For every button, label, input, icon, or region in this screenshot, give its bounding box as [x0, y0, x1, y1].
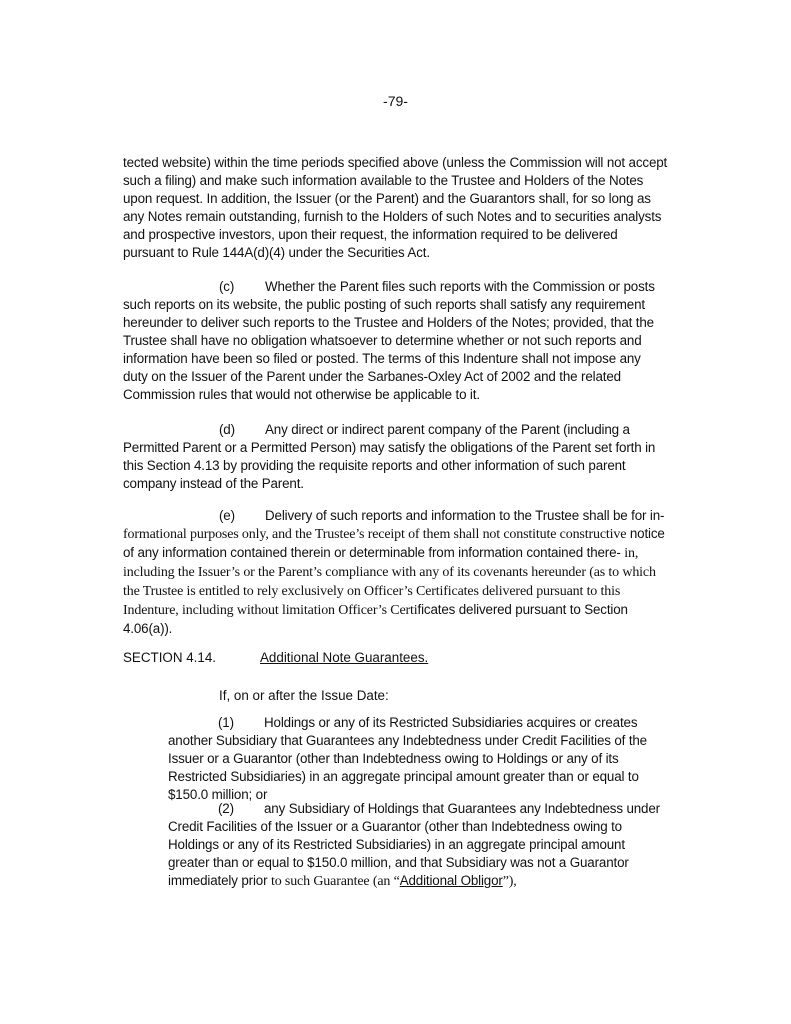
section-title-period: .: [424, 650, 429, 665]
paragraph-e: [123, 507, 668, 638]
paragraph-c: [123, 278, 668, 404]
section-number: SECTION 4.14.: [123, 650, 217, 665]
list-item-2-text-a: any Subsidiary of Holdings that Guarantees any Indebtedness under Credit Facilities of the Issuer or a Guarantor (other than Indebtedness owing to Holdings or any of its Restricted Subsidiaries) in an aggregate principal amount greater than or equal to $150.0 million, and that Subsidiary was not a Guarantor immediately prior: [168, 801, 660, 888]
page-number: -79-: [383, 93, 408, 109]
list-item-1-text: Holdings or any of its Restricted Subsidiaries acquires or creates another Subsidiary that Guarantees any Indebtedness under Credit Facilities of the Issuer or a Guarantor (other than Indebtedness owing to Holdings or any of its Restricted Subsidiaries) in an aggregate principal amount greater than or equal to $150.0 million; or: [168, 715, 647, 802]
list-item-2-text-b: to such Guarantee (an “: [270, 874, 400, 889]
paragraph-d-label: (d): [219, 422, 235, 437]
paragraph-e-text-c: notice of any information contained therein or determinable from information contained there-: [123, 526, 665, 560]
paragraph-e-text-b: formational purposes only, and the Trustee’s receipt of them shall not constitute constructive: [123, 527, 627, 542]
paragraph-e-label: (e): [219, 508, 235, 523]
paragraph-e-text-e: ficates delivered pursuant to Section 4.06(a)).: [123, 602, 628, 636]
defined-term-additional-obligor: Additional Obligor: [399, 873, 503, 888]
paragraph-e-text-d: in, including the Issuer’s or the Parent’s compliance with any of its covenants hereunder (as to which the Trustee is entitled to rely exclusively on Officer’s Certificates delivered pursuant to this Indenture, including without limitation Officer’s Certi: [123, 546, 656, 618]
paragraph-c-label: (c): [219, 279, 235, 294]
list-item-2: [168, 800, 668, 891]
paragraph-d-text: Any direct or indirect parent company of the Parent (including a Permitted Parent or a Permitted Person) may satisfy the obligations of the Parent set forth in this Section 4.13 by providing the requisite reports and other information of such parent company instead of the Parent.: [123, 422, 656, 491]
list-item-2-label: (2): [218, 801, 234, 816]
list-item-1-label: (1): [218, 715, 234, 730]
section-heading: [123, 649, 429, 667]
paragraph-c-text: Whether the Parent files such reports with the Commission or posts such reports on its website, the public posting of such reports shall satisfy any requirement hereunder to deliver such reports to the Trustee and Holders of the Notes; provided, that the Trustee shall have no obligation whatsoever to determine whether or not such reports and information have been so filed or posted. The terms of this Indenture shall not impose any duty on the Issuer of the Parent under the Sarbanes-Oxley Act of 2002 and the related Commission rules that would not otherwise be applicable to it.: [123, 279, 655, 402]
paragraph-d: [123, 421, 668, 493]
list-item-2-text-c: ”),: [502, 874, 517, 889]
paragraph-e-text-a: Delivery of such reports and information to the Trustee shall be for in-: [265, 508, 665, 523]
list-item-1: [168, 714, 668, 804]
paragraph-intro: tected website) within the time periods specified above (unless the Commission will not accept such a filing) and make such information available to the Trustee and Holders of the Notes upon request. In addition, the Issuer (or the Parent) and the Guarantors shall, for so long as any Notes remain outstanding, furnish to the Holders of such Notes and to securities analysts and prospective investors, upon their request, the information required to be delivered pursuant to Rule 144A(d)(4) under the Securities Act.: [123, 155, 668, 260]
lead-in: If, on or after the Issue Date:: [219, 688, 389, 703]
section-title-wrap: [260, 649, 428, 667]
section-title: Additional Note Guarantees: [260, 650, 425, 665]
